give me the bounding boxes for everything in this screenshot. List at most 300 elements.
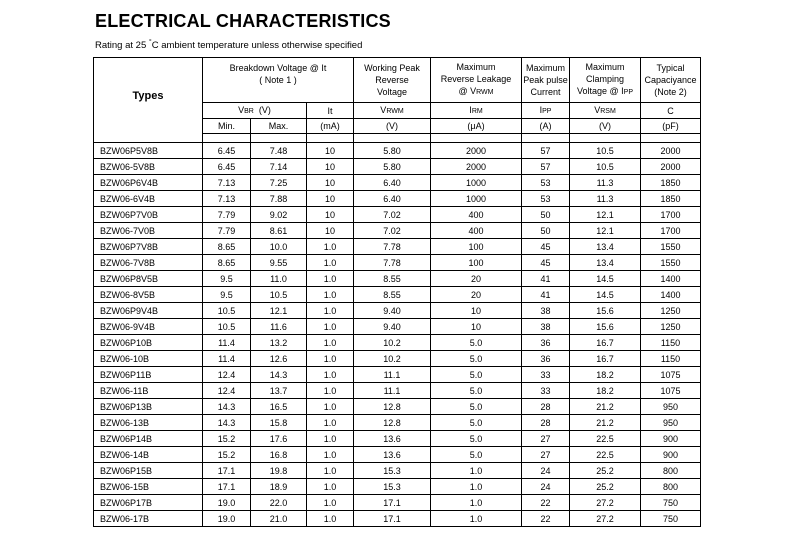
table-row	[94, 255, 701, 271]
table-row	[94, 303, 701, 319]
working-line1: Working Peak	[364, 63, 420, 73]
vrsm-cell: 14.5	[570, 287, 641, 303]
table-row	[94, 383, 701, 399]
irm-cell: 1000	[431, 191, 522, 207]
vrsm-cell: 25.2	[570, 463, 641, 479]
ipp-cell: 41	[522, 287, 570, 303]
type-cell: BZW06-7V0B	[94, 223, 203, 239]
it-cell: 1.0	[307, 367, 354, 383]
vbr-max-cell: 14.3	[251, 367, 307, 383]
vbr-min-cell: 10.5	[203, 319, 251, 335]
clamping-line2: Clamping	[585, 74, 625, 84]
irm-cell: 1.0	[431, 463, 522, 479]
table-row	[94, 223, 701, 239]
vbr-min-cell: 15.2	[203, 447, 251, 463]
table-row	[94, 239, 701, 255]
vrwm-cell: 11.1	[354, 367, 431, 383]
rating-note	[95, 39, 362, 51]
vrwm-cell: 5.80	[354, 143, 431, 159]
irm-cell: 10	[431, 319, 522, 335]
vbr-sub: BR	[244, 107, 254, 115]
vbr-max-cell: 22.0	[251, 495, 307, 511]
irm-cell: 5.0	[431, 447, 522, 463]
vrwm-symbol	[354, 103, 431, 119]
vrsm-cell: 27.2	[570, 511, 641, 527]
header-row-1	[94, 58, 701, 103]
vbr-min-cell: 12.4	[203, 367, 251, 383]
electrical-characteristics-table	[93, 57, 701, 527]
capacitance-cell: 1700	[641, 223, 701, 239]
vbr-min-cell: 11.4	[203, 335, 251, 351]
capacitance-cell: 1400	[641, 287, 701, 303]
vrsm-cell: 15.6	[570, 319, 641, 335]
irm-cell: 5.0	[431, 415, 522, 431]
vbr-min-cell: 19.0	[203, 495, 251, 511]
ipp-cell: 22	[522, 511, 570, 527]
vbr-min-cell: 9.5	[203, 287, 251, 303]
it-cell: 10	[307, 143, 354, 159]
header-gap	[94, 134, 701, 143]
vbr-max-cell: 13.2	[251, 335, 307, 351]
vbr-min-cell: 8.65	[203, 239, 251, 255]
it-cell: 1.0	[307, 303, 354, 319]
irm-cell: 1.0	[431, 495, 522, 511]
irm-cell: 2000	[431, 159, 522, 175]
capacitance-cell: 800	[641, 479, 701, 495]
vbr-max-cell: 11.0	[251, 271, 307, 287]
capacitance-cell: 1250	[641, 303, 701, 319]
ipp-cell: 22	[522, 495, 570, 511]
vrwm-main: V	[380, 104, 387, 115]
irm-cell: 400	[431, 223, 522, 239]
table-row	[94, 431, 701, 447]
vbr-max-cell: 16.5	[251, 399, 307, 415]
irm-cell: 5.0	[431, 383, 522, 399]
leakage-line3	[431, 85, 521, 99]
type-cell: BZW06P8V5B	[94, 271, 203, 287]
vbr-max-cell: 16.8	[251, 447, 307, 463]
it-cell: 1.0	[307, 495, 354, 511]
vbr-min-cell: 6.45	[203, 143, 251, 159]
working-line3: Voltage	[376, 87, 408, 97]
table-row	[94, 191, 701, 207]
irm-cell: 400	[431, 207, 522, 223]
capacitance-cell: 1550	[641, 255, 701, 271]
irm-cell: 100	[431, 255, 522, 271]
table-row	[94, 479, 701, 495]
irm-cell: 5.0	[431, 399, 522, 415]
vbr-unit: (V)	[258, 104, 271, 115]
vbr-max-cell: 7.88	[251, 191, 307, 207]
types-header: Types	[94, 58, 203, 134]
irm-cell: 20	[431, 287, 522, 303]
vrsm-cell: 22.5	[570, 431, 641, 447]
it-cell: 1.0	[307, 463, 354, 479]
vrsm-cell: 10.5	[570, 143, 641, 159]
table-row	[94, 319, 701, 335]
vrsm-cell: 22.5	[570, 447, 641, 463]
vrwm-cell: 7.02	[354, 207, 431, 223]
clamping-voltage-header	[570, 58, 641, 103]
reverse-leakage-header	[431, 58, 522, 103]
ipp-cell: 28	[522, 399, 570, 415]
peak-pulse-header	[522, 58, 570, 103]
leakage-line1: Maximum	[456, 62, 496, 72]
breakdown-line2: ( Note 1 )	[259, 75, 297, 85]
ipp-cell: 41	[522, 271, 570, 287]
leakage-line3-sub: RWM	[476, 89, 494, 96]
capacitance-line2: Capaciyance	[644, 75, 697, 85]
table-row	[94, 367, 701, 383]
type-cell: BZW06P7V8B	[94, 239, 203, 255]
ipp-cell: 57	[522, 159, 570, 175]
ipp-cell: 53	[522, 175, 570, 191]
it-cell: 1.0	[307, 287, 354, 303]
capacitance-cell: 1075	[641, 383, 701, 399]
capacitance-cell: 1850	[641, 191, 701, 207]
vbr-min-cell: 14.3	[203, 399, 251, 415]
type-cell: BZW06-14B	[94, 447, 203, 463]
table-header	[94, 58, 701, 143]
it-cell: 1.0	[307, 447, 354, 463]
vbr-min-cell: 6.45	[203, 159, 251, 175]
capacitance-cell: 750	[641, 495, 701, 511]
vbr-min-cell: 8.65	[203, 255, 251, 271]
type-cell: BZW06-11B	[94, 383, 203, 399]
type-cell: BZW06P13B	[94, 399, 203, 415]
vbr-min-cell: 7.13	[203, 191, 251, 207]
vbr-min-cell: 11.4	[203, 351, 251, 367]
vrsm-cell: 13.4	[570, 239, 641, 255]
vrsm-main: V	[594, 104, 601, 115]
ipp-cell: 33	[522, 383, 570, 399]
type-cell: BZW06P14B	[94, 431, 203, 447]
breakdown-voltage-header	[203, 58, 354, 103]
vrwm-cell: 11.1	[354, 383, 431, 399]
vrsm-cell: 13.4	[570, 255, 641, 271]
ipp-cell: 27	[522, 431, 570, 447]
rating-note-suffix: C ambient temperature unless otherwise specified	[151, 40, 363, 52]
clamping-line3-prefix: Voltage @ I	[576, 86, 624, 96]
table-row	[94, 287, 701, 303]
vrwm-cell: 8.55	[354, 287, 431, 303]
vbr-min-cell: 7.79	[203, 207, 251, 223]
irm-cell: 100	[431, 239, 522, 255]
table-row	[94, 143, 701, 159]
vbr-max-cell: 12.1	[251, 303, 307, 319]
capacitance-cell: 750	[641, 511, 701, 527]
irm-symbol	[431, 103, 522, 119]
vrwm-cell: 7.78	[354, 239, 431, 255]
capacitance-cell: 2000	[641, 159, 701, 175]
it-cell: 10	[307, 175, 354, 191]
leakage-line3-prefix: @ V	[458, 86, 477, 96]
vbr-min-cell: 7.13	[203, 175, 251, 191]
vrsm-cell: 12.1	[570, 207, 641, 223]
vbr-min-cell: 12.4	[203, 383, 251, 399]
vrwm-cell: 6.40	[354, 175, 431, 191]
ipp-unit: (A)	[522, 119, 570, 134]
type-cell: BZW06P5V8B	[94, 143, 203, 159]
max-header: Max.	[251, 119, 307, 134]
ipp-symbol	[522, 103, 570, 119]
capacitance-cell: 800	[641, 463, 701, 479]
ipp-cell: 45	[522, 239, 570, 255]
it-cell: 10	[307, 159, 354, 175]
vrwm-cell: 9.40	[354, 303, 431, 319]
vrsm-cell: 18.2	[570, 367, 641, 383]
it-symbol: It	[307, 103, 354, 119]
breakdown-line1: Breakdown Voltage @ It	[229, 63, 327, 73]
vbr-max-cell: 15.8	[251, 415, 307, 431]
vrsm-cell: 11.3	[570, 191, 641, 207]
clamping-line1: Maximum	[585, 62, 625, 72]
it-cell: 1.0	[307, 319, 354, 335]
vbr-max-cell: 11.6	[251, 319, 307, 335]
type-cell: BZW06P17B	[94, 495, 203, 511]
c-symbol: C	[641, 103, 701, 119]
vrsm-cell: 16.7	[570, 351, 641, 367]
vrwm-cell: 10.2	[354, 335, 431, 351]
vbr-min-cell: 10.5	[203, 303, 251, 319]
table-row	[94, 335, 701, 351]
clamping-line3	[570, 85, 640, 99]
vbr-max-cell: 13.7	[251, 383, 307, 399]
ipp-cell: 28	[522, 415, 570, 431]
vrwm-cell: 5.80	[354, 159, 431, 175]
peak-line1: Maximum	[525, 63, 565, 73]
vbr-max-cell: 19.8	[251, 463, 307, 479]
ipp-main: I	[539, 104, 543, 115]
table-row	[94, 207, 701, 223]
vrsm-cell: 25.2	[570, 479, 641, 495]
vrwm-unit: (V)	[354, 119, 431, 134]
vbr-min-cell: 15.2	[203, 431, 251, 447]
vbr-max-cell: 8.61	[251, 223, 307, 239]
capacitance-cell: 1075	[641, 367, 701, 383]
table-row	[94, 271, 701, 287]
irm-cell: 5.0	[431, 367, 522, 383]
vbr-min-cell: 9.5	[203, 271, 251, 287]
type-cell: BZW06-8V5B	[94, 287, 203, 303]
vrsm-cell: 11.3	[570, 175, 641, 191]
vbr-max-cell: 21.0	[251, 511, 307, 527]
type-cell: BZW06-13B	[94, 415, 203, 431]
type-cell: BZW06-15B	[94, 479, 203, 495]
vrsm-cell: 14.5	[570, 271, 641, 287]
peak-line2: Peak pulse	[523, 75, 568, 85]
type-cell: BZW06P7V0B	[94, 207, 203, 223]
vbr-min-cell: 19.0	[203, 511, 251, 527]
table-row	[94, 415, 701, 431]
vrwm-cell: 7.78	[354, 255, 431, 271]
table-row	[94, 175, 701, 191]
vrsm-symbol	[570, 103, 641, 119]
it-cell: 10	[307, 223, 354, 239]
rating-note-prefix: Rating at 25	[95, 40, 147, 52]
vrsm-cell: 10.5	[570, 159, 641, 175]
it-unit: (mA)	[307, 119, 354, 134]
irm-main: I	[469, 104, 472, 115]
vbr-max-cell: 7.14	[251, 159, 307, 175]
vrwm-cell: 12.8	[354, 415, 431, 431]
vbr-min-cell: 17.1	[203, 463, 251, 479]
page-title: ELECTRICAL CHARACTERISTICS	[95, 11, 391, 31]
table-row	[94, 511, 701, 527]
vrwm-sub: RWM	[386, 107, 404, 115]
capacitance-cell: 950	[641, 399, 701, 415]
irm-cell: 20	[431, 271, 522, 287]
capacitance-cell: 900	[641, 447, 701, 463]
capacitance-cell: 900	[641, 431, 701, 447]
it-cell: 1.0	[307, 479, 354, 495]
it-cell: 1.0	[307, 351, 354, 367]
vrsm-cell: 12.1	[570, 223, 641, 239]
table-body	[94, 143, 701, 527]
ipp-cell: 50	[522, 207, 570, 223]
table-row	[94, 463, 701, 479]
it-cell: 10	[307, 207, 354, 223]
vrwm-cell: 13.6	[354, 431, 431, 447]
it-cell: 1.0	[307, 415, 354, 431]
type-cell: BZW06P11B	[94, 367, 203, 383]
capacitance-cell: 1250	[641, 319, 701, 335]
it-cell: 1.0	[307, 271, 354, 287]
table-row	[94, 399, 701, 415]
vrsm-cell: 18.2	[570, 383, 641, 399]
capacitance-cell: 1150	[641, 335, 701, 351]
type-cell: BZW06-10B	[94, 351, 203, 367]
vbr-min-cell: 7.79	[203, 223, 251, 239]
it-cell: 1.0	[307, 239, 354, 255]
capacitance-line1: Typical	[656, 63, 685, 73]
vrwm-cell: 15.3	[354, 479, 431, 495]
vbr-max-cell: 12.6	[251, 351, 307, 367]
working-peak-header	[354, 58, 431, 103]
vrwm-cell: 12.8	[354, 399, 431, 415]
vrsm-cell: 21.2	[570, 399, 641, 415]
vbr-min-cell: 14.3	[203, 415, 251, 431]
it-cell: 1.0	[307, 511, 354, 527]
irm-cell: 5.0	[431, 351, 522, 367]
capacitance-cell: 1150	[641, 351, 701, 367]
irm-cell: 10	[431, 303, 522, 319]
working-line2: Reverse	[375, 75, 409, 85]
vbr-max-cell: 7.25	[251, 175, 307, 191]
vrwm-cell: 8.55	[354, 271, 431, 287]
ipp-cell: 24	[522, 463, 570, 479]
ipp-cell: 33	[522, 367, 570, 383]
it-cell: 1.0	[307, 399, 354, 415]
it-cell: 1.0	[307, 255, 354, 271]
irm-cell: 1.0	[431, 479, 522, 495]
type-cell: BZW06-7V8B	[94, 255, 203, 271]
type-cell: BZW06-6V4B	[94, 191, 203, 207]
ipp-cell: 36	[522, 351, 570, 367]
vbr-min-cell: 17.1	[203, 479, 251, 495]
capacitance-line3: (Note 2)	[654, 87, 687, 97]
peak-line3: Current	[530, 87, 561, 97]
vbr-symbol	[203, 103, 307, 119]
capacitance-cell: 1400	[641, 271, 701, 287]
ipp-sub: PP	[542, 107, 552, 115]
vbr-max-cell: 7.48	[251, 143, 307, 159]
capacitance-header	[641, 58, 701, 103]
ipp-cell: 38	[522, 303, 570, 319]
vrwm-cell: 7.02	[354, 223, 431, 239]
vrsm-cell: 27.2	[570, 495, 641, 511]
vrsm-sub: RSM	[600, 107, 616, 115]
vbr-max-cell: 17.6	[251, 431, 307, 447]
vbr-max-cell: 10.5	[251, 287, 307, 303]
clamping-line3-sub: PP	[623, 89, 633, 96]
vrsm-cell: 16.7	[570, 335, 641, 351]
vrwm-cell: 17.1	[354, 511, 431, 527]
leakage-line2: Reverse Leakage	[440, 74, 512, 84]
irm-cell: 1000	[431, 175, 522, 191]
irm-cell: 1.0	[431, 511, 522, 527]
irm-unit: (μA)	[431, 119, 522, 134]
vrwm-cell: 13.6	[354, 447, 431, 463]
c-unit: (pF)	[641, 119, 701, 134]
type-cell: BZW06-9V4B	[94, 319, 203, 335]
table-row	[94, 351, 701, 367]
capacitance-cell: 1850	[641, 175, 701, 191]
vrwm-cell: 9.40	[354, 319, 431, 335]
capacitance-cell: 950	[641, 415, 701, 431]
vrwm-cell: 10.2	[354, 351, 431, 367]
table-row	[94, 495, 701, 511]
type-cell: BZW06P10B	[94, 335, 203, 351]
vbr-max-cell: 10.0	[251, 239, 307, 255]
vbr-max-cell: 18.9	[251, 479, 307, 495]
type-cell: BZW06P9V4B	[94, 303, 203, 319]
ipp-cell: 27	[522, 447, 570, 463]
ipp-cell: 57	[522, 143, 570, 159]
capacitance-cell: 1700	[641, 207, 701, 223]
irm-cell: 2000	[431, 143, 522, 159]
type-cell: BZW06P6V4B	[94, 175, 203, 191]
vbr-max-cell: 9.55	[251, 255, 307, 271]
vrsm-unit: (V)	[570, 119, 641, 134]
degree-symbol: °	[148, 39, 152, 46]
it-cell: 1.0	[307, 383, 354, 399]
vrwm-cell: 15.3	[354, 463, 431, 479]
vrsm-cell: 15.6	[570, 303, 641, 319]
ipp-cell: 36	[522, 335, 570, 351]
vrwm-cell: 6.40	[354, 191, 431, 207]
it-cell: 1.0	[307, 431, 354, 447]
type-cell: BZW06-5V8B	[94, 159, 203, 175]
ipp-cell: 24	[522, 479, 570, 495]
table-row	[94, 159, 701, 175]
vrsm-cell: 21.2	[570, 415, 641, 431]
capacitance-cell: 2000	[641, 143, 701, 159]
ipp-cell: 53	[522, 191, 570, 207]
irm-sub: RM	[471, 107, 483, 115]
type-cell: BZW06P15B	[94, 463, 203, 479]
vrwm-cell: 17.1	[354, 495, 431, 511]
min-header: Min.	[203, 119, 251, 134]
ipp-cell: 50	[522, 223, 570, 239]
irm-cell: 5.0	[431, 335, 522, 351]
ipp-cell: 38	[522, 319, 570, 335]
capacitance-cell: 1550	[641, 239, 701, 255]
type-cell: BZW06-17B	[94, 511, 203, 527]
ipp-cell: 45	[522, 255, 570, 271]
it-cell: 10	[307, 191, 354, 207]
vbr-main: V	[238, 104, 245, 115]
